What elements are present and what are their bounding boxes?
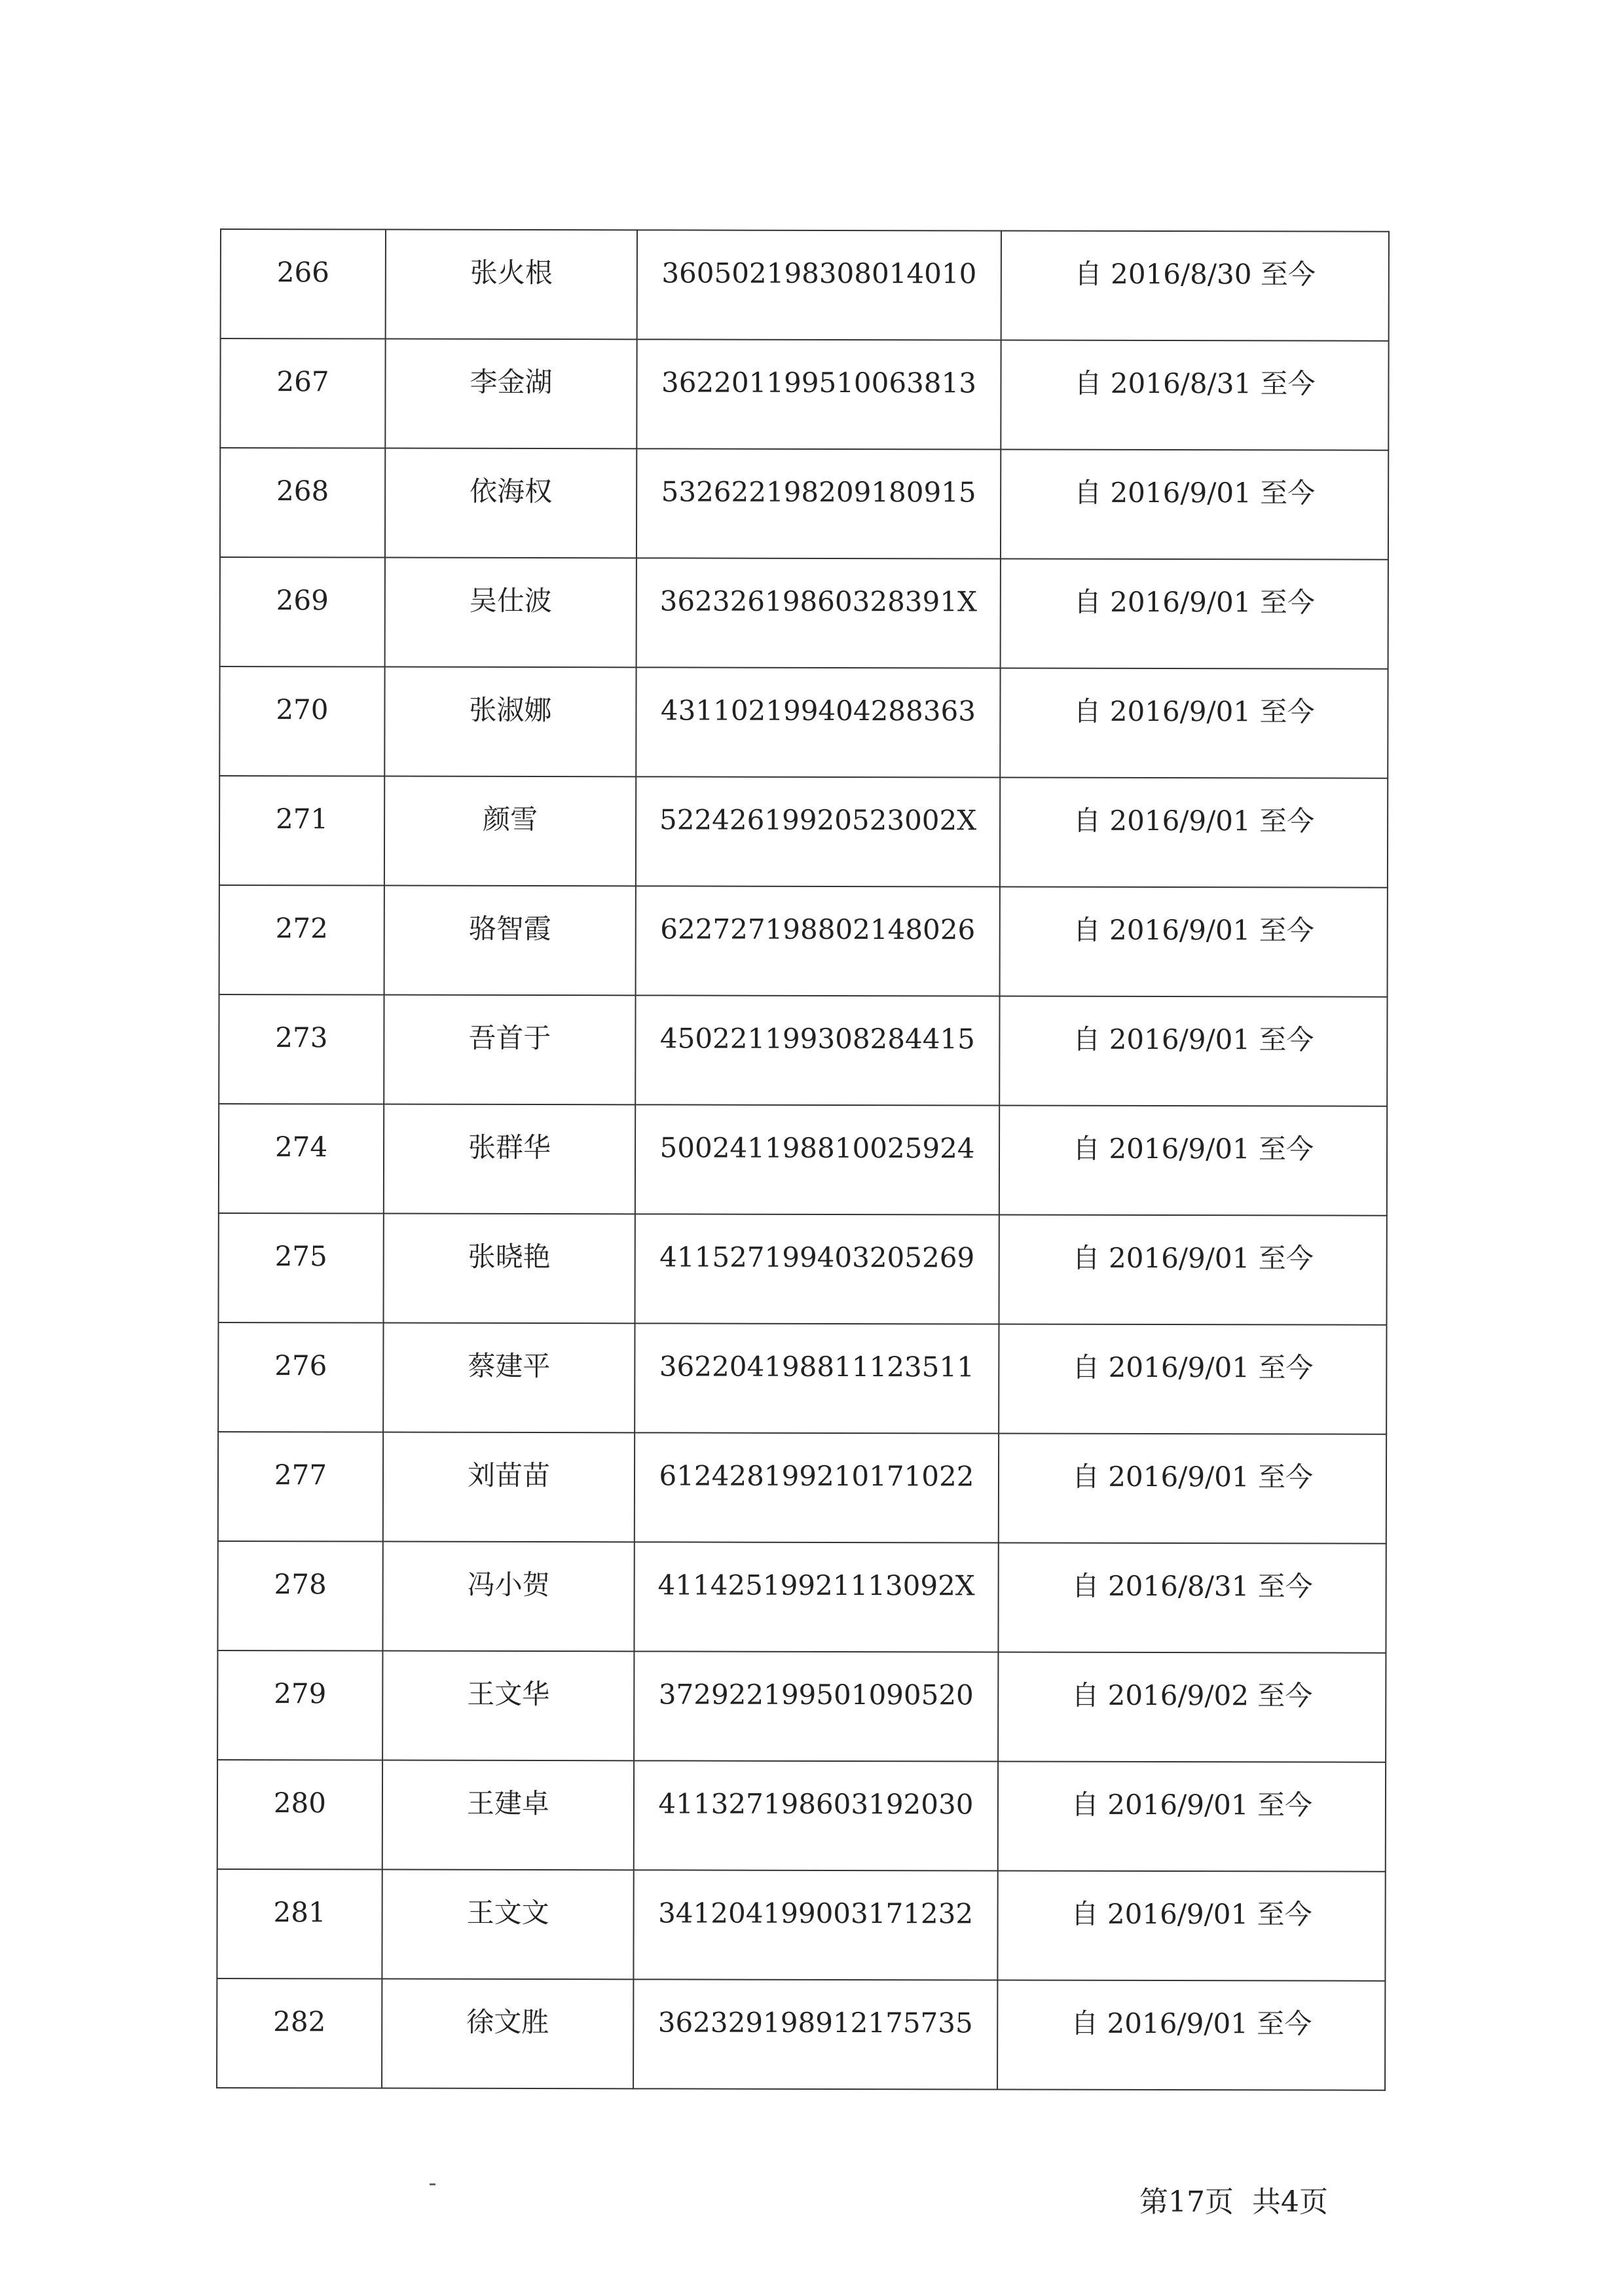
name-cell	[385, 339, 637, 449]
id-number-cell	[637, 448, 1001, 558]
id-number: 362201199510063813	[661, 366, 977, 399]
name-cell	[382, 1542, 634, 1652]
person-name: 徐文胜	[466, 2005, 549, 2039]
person-name: 张火根	[470, 256, 553, 289]
person-name: 骆智霞	[468, 912, 551, 945]
id-number: 411327198603192030	[658, 1787, 974, 1821]
id-number: 36232619860328391X	[659, 585, 977, 618]
id-number-cell	[635, 1214, 999, 1324]
row-number-cell	[219, 885, 384, 995]
row-number-cell	[219, 1213, 384, 1323]
id-number-cell	[635, 995, 999, 1105]
row-number: 266	[276, 256, 329, 289]
id-number: 450221199308284415	[659, 1022, 975, 1055]
period-cell	[1001, 449, 1388, 559]
table-row	[217, 1541, 1386, 1653]
row-number-cell	[219, 776, 384, 886]
table-row	[220, 557, 1388, 669]
name-cell	[384, 995, 635, 1105]
period-cell	[999, 996, 1387, 1106]
period-cell	[1000, 886, 1388, 996]
name-cell	[384, 776, 636, 886]
row-number: 267	[276, 365, 329, 398]
row-number-cell	[219, 994, 384, 1104]
row-number-cell	[220, 557, 385, 667]
row-number-cell	[218, 1432, 383, 1542]
row-number: 278	[274, 1568, 327, 1601]
id-number-cell	[635, 1432, 999, 1542]
id-number: 341204199003171232	[658, 1897, 974, 1930]
table-row	[218, 1322, 1386, 1434]
row-number-cell	[220, 338, 385, 448]
row-number: 272	[275, 912, 328, 945]
roster-body	[217, 229, 1389, 2090]
id-number-cell	[635, 1104, 999, 1214]
row-number: 275	[274, 1240, 327, 1273]
id-number-cell	[634, 1542, 998, 1652]
period-cell	[1001, 230, 1389, 340]
id-number: 411527199403205269	[659, 1241, 975, 1274]
employment-period: 自 2016/9/01 至今	[1072, 1351, 1314, 1384]
table-row	[219, 666, 1388, 778]
row-number: 276	[274, 1349, 327, 1382]
person-name: 冯小贺	[467, 1568, 550, 1601]
employment-period: 自 2016/9/02 至今	[1071, 1679, 1313, 1712]
name-cell	[383, 1214, 635, 1324]
employment-period: 自 2016/9/01 至今	[1071, 1460, 1314, 1493]
table-row	[217, 1760, 1386, 1872]
person-name: 李金湖	[470, 365, 553, 399]
employment-period: 自 2016/8/30 至今	[1074, 257, 1316, 291]
employment-period: 自 2016/9/01 至今	[1073, 585, 1315, 619]
period-cell	[999, 1105, 1387, 1215]
id-number: 431102199404288363	[660, 694, 976, 727]
id-number-cell	[633, 1870, 997, 1980]
employment-period: 自 2016/9/01 至今	[1073, 1023, 1314, 1056]
id-number-cell	[634, 1760, 998, 1870]
person-name: 张晓艳	[468, 1240, 551, 1273]
row-number: 271	[275, 803, 329, 835]
period-cell	[998, 1652, 1386, 1762]
table-row	[220, 448, 1388, 560]
row-number-cell	[221, 229, 386, 339]
table-row	[220, 338, 1388, 450]
period-cell	[998, 1542, 1386, 1652]
row-number-cell	[219, 1104, 384, 1214]
name-cell	[386, 230, 637, 340]
row-number-cell	[217, 1869, 382, 1979]
id-number: 52242619920523002X	[659, 803, 977, 837]
row-number-cell	[220, 448, 385, 558]
id-number: 372922199501090520	[658, 1678, 974, 1711]
person-name: 王文文	[466, 1896, 549, 1929]
row-number: 269	[276, 584, 329, 617]
row-number-cell	[219, 666, 384, 776]
employment-period: 自 2016/9/01 至今	[1071, 1788, 1313, 1821]
person-name: 依海权	[470, 475, 553, 508]
table-row	[217, 1869, 1385, 1981]
row-number-cell	[217, 1541, 382, 1651]
table-row	[219, 1213, 1387, 1325]
period-cell	[1001, 558, 1388, 668]
page-footer	[1139, 2178, 1328, 2220]
id-number-cell	[633, 1979, 997, 2089]
id-number: 362329198912175735	[657, 2006, 973, 2039]
person-name: 刘苗苗	[467, 1459, 551, 1492]
row-number-cell	[217, 1760, 382, 1870]
name-cell	[385, 558, 637, 668]
id-number: 500241198810025924	[659, 1131, 975, 1165]
id-number: 362204198811123511	[659, 1350, 974, 1383]
id-number-cell	[636, 667, 1000, 777]
row-number: 274	[274, 1131, 328, 1163]
name-cell	[384, 1104, 635, 1214]
id-number-cell	[635, 1323, 999, 1433]
id-number-cell	[636, 776, 1000, 886]
name-cell	[382, 1760, 634, 1870]
period-cell	[1001, 340, 1388, 450]
scan-speck	[430, 2183, 435, 2185]
employment-period: 自 2016/9/01 至今	[1071, 2007, 1312, 2040]
name-cell	[385, 448, 637, 558]
row-number-cell	[218, 1322, 383, 1432]
id-number-cell	[634, 1651, 998, 1761]
row-number: 280	[273, 1787, 327, 1819]
employment-period: 自 2016/9/01 至今	[1073, 804, 1315, 837]
employment-period: 自 2016/9/01 至今	[1072, 1132, 1314, 1165]
period-cell	[1000, 668, 1388, 778]
row-number: 279	[274, 1677, 327, 1710]
name-cell	[383, 1323, 635, 1433]
period-cell	[999, 1324, 1386, 1434]
row-number-cell	[217, 1978, 382, 2088]
table-row	[219, 776, 1388, 888]
employment-period: 自 2016/8/31 至今	[1074, 367, 1316, 400]
id-number-cell	[637, 230, 1001, 340]
name-cell	[384, 886, 636, 996]
name-cell	[383, 1432, 635, 1542]
id-number-cell	[637, 339, 1001, 449]
table-row	[217, 1650, 1386, 1762]
id-number: 612428199210171022	[659, 1459, 974, 1493]
row-number: 282	[273, 2005, 326, 2038]
id-number: 532622198209180915	[661, 475, 976, 509]
person-name: 蔡建平	[468, 1349, 551, 1383]
table-row	[219, 994, 1387, 1106]
person-name: 吾首于	[468, 1021, 551, 1055]
table-row	[217, 1978, 1385, 2090]
id-number-cell	[637, 558, 1001, 668]
person-name: 吴仕波	[469, 584, 552, 617]
name-cell	[382, 1870, 633, 1980]
row-number: 281	[273, 1896, 326, 1929]
id-number: 360502198308014010	[661, 257, 977, 290]
employment-period: 自 2016/9/01 至今	[1073, 913, 1314, 947]
person-name: 王建卓	[466, 1787, 550, 1820]
id-number: 622727198802148026	[660, 913, 976, 946]
person-name: 张淑娜	[469, 693, 552, 727]
table-row	[221, 229, 1389, 341]
employment-period: 自 2016/9/01 至今	[1073, 695, 1315, 728]
period-cell	[997, 1870, 1385, 1980]
row-number: 270	[276, 693, 329, 726]
id-number-cell	[636, 886, 1000, 996]
row-number: 268	[276, 475, 329, 507]
person-name: 颜雪	[483, 803, 538, 836]
page-number: 第17页	[1139, 2185, 1234, 2219]
row-number: 277	[274, 1459, 327, 1491]
period-cell	[1000, 777, 1388, 887]
period-cell	[999, 1433, 1386, 1543]
table-row	[218, 1432, 1386, 1544]
person-name: 张群华	[468, 1131, 551, 1164]
employment-period: 自 2016/9/01 至今	[1071, 1897, 1312, 1931]
table-row	[219, 1104, 1387, 1216]
employment-period: 自 2016/9/01 至今	[1072, 1241, 1314, 1275]
employee-roster-table	[216, 228, 1390, 2091]
row-number: 273	[275, 1021, 328, 1054]
name-cell	[384, 667, 636, 777]
page-total: 共4页	[1252, 2185, 1328, 2219]
person-name: 王文华	[467, 1677, 550, 1711]
name-cell	[382, 1651, 634, 1761]
row-number-cell	[217, 1650, 382, 1760]
table-row	[219, 885, 1388, 997]
employment-period: 自 2016/9/01 至今	[1074, 476, 1316, 509]
name-cell	[382, 1979, 633, 2089]
period-cell	[999, 1214, 1386, 1324]
employment-period: 自 2016/8/31 至今	[1071, 1569, 1313, 1603]
period-cell	[998, 1761, 1386, 1871]
period-cell	[997, 1980, 1385, 2090]
id-number: 41142519921113092X	[657, 1569, 975, 1602]
